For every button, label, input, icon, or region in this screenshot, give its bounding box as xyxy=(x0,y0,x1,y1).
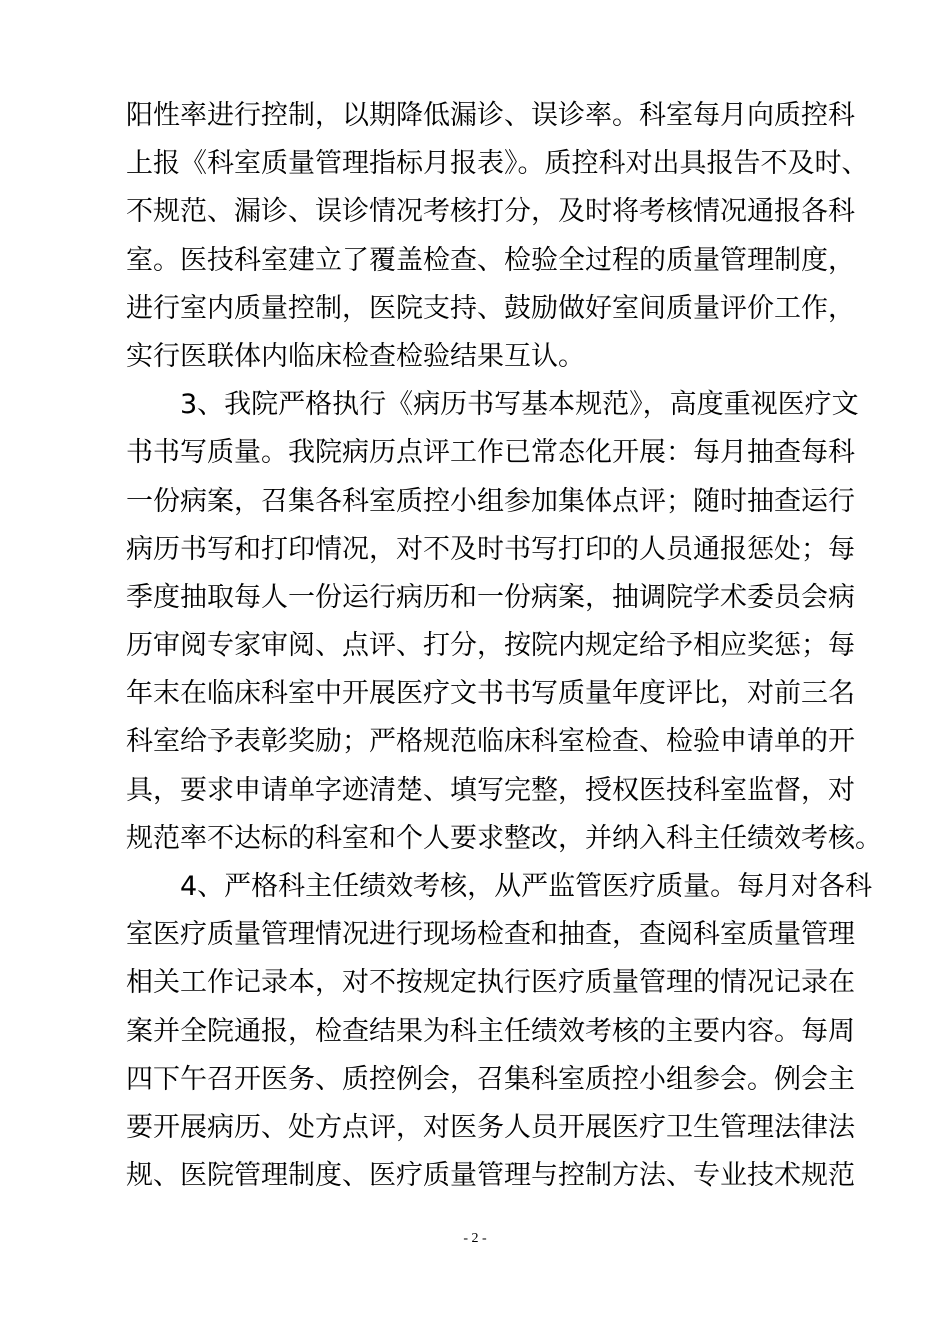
text-line: 室医疗质量管理情况进行现场检查和抽查，查阅科室质量管理 xyxy=(126,919,855,951)
text-line: 实行医联体内临床检查检验结果互认。 xyxy=(126,340,585,372)
document-body xyxy=(126,92,882,1200)
text-line: 书书写质量。我院病历点评工作已常态化开展：每月抽查每科 xyxy=(126,437,855,469)
text-line: 室。医技科室建立了覆盖检查、检验全过程的质量管理制度， xyxy=(126,244,855,276)
text-line: 病历书写和打印情况，对不及时书写打印的人员通报惩处；每 xyxy=(126,533,855,565)
text-line: 案并全院通报，检查结果为科主任绩效考核的主要内容。每周 xyxy=(126,1015,855,1047)
text-line: 科室给予表彰奖励；严格规范临床科室检查、检验申请单的开 xyxy=(126,726,855,758)
text-line: 季度抽取每人一份运行病历和一份病案，抽调院学术委员会病 xyxy=(126,581,855,613)
page-number: - 2 - xyxy=(463,1231,487,1246)
paragraph-4 xyxy=(126,863,873,1200)
text-line: 四下午召开医务、质控例会，召集科室质控小组参会。例会主 xyxy=(126,1063,855,1095)
text-line: 阳性率进行控制，以期降低漏诊、误诊率。科室每月向质控科 xyxy=(126,100,855,131)
text-line: 规范率不达标的科室和个人要求整改，并纳入科主任绩效考核。 xyxy=(126,822,882,854)
text-line: 3、我院严格执行《病历书写基本规范》，高度重视医疗文 xyxy=(126,389,859,421)
text-line: 历审阅专家审阅、点评、打分，按院内规定给予相应奖惩；每 xyxy=(126,630,855,662)
text-line: 规、医院管理制度、医疗质量管理与控制方法、专业技术规范 xyxy=(126,1160,855,1192)
paragraph-1 xyxy=(126,92,869,381)
text-line: 具，要求申请单字迹清楚、填写完整，授权医技科室监督，对 xyxy=(126,774,855,806)
text-line: 上报《科室质量管理指标月报表》。质控科对出具报告不及时、 xyxy=(126,148,869,180)
text-line: 相关工作记录本，对不按规定执行医疗质量管理的情况记录在 xyxy=(126,967,855,999)
text-line: 4、严格科主任绩效考核，从严监管医疗质量。每月对各科 xyxy=(126,871,873,902)
text-line: 年末在临床科室中开展医疗文书书写质量年度评比，对前三名 xyxy=(126,678,855,710)
text-line: 不规范、漏诊、误诊情况考核打分，及时将考核情况通报各科 xyxy=(126,196,855,228)
paragraph-3 xyxy=(126,381,882,863)
text-line: 进行室内质量控制，医院支持、鼓励做好室间质量评价工作， xyxy=(126,292,855,324)
text-line: 要开展病历、处方点评，对医务人员开展医疗卫生管理法律法 xyxy=(126,1111,855,1143)
text-line: 一份病案，召集各科室质控小组参加集体点评；随时抽查运行 xyxy=(126,485,855,517)
